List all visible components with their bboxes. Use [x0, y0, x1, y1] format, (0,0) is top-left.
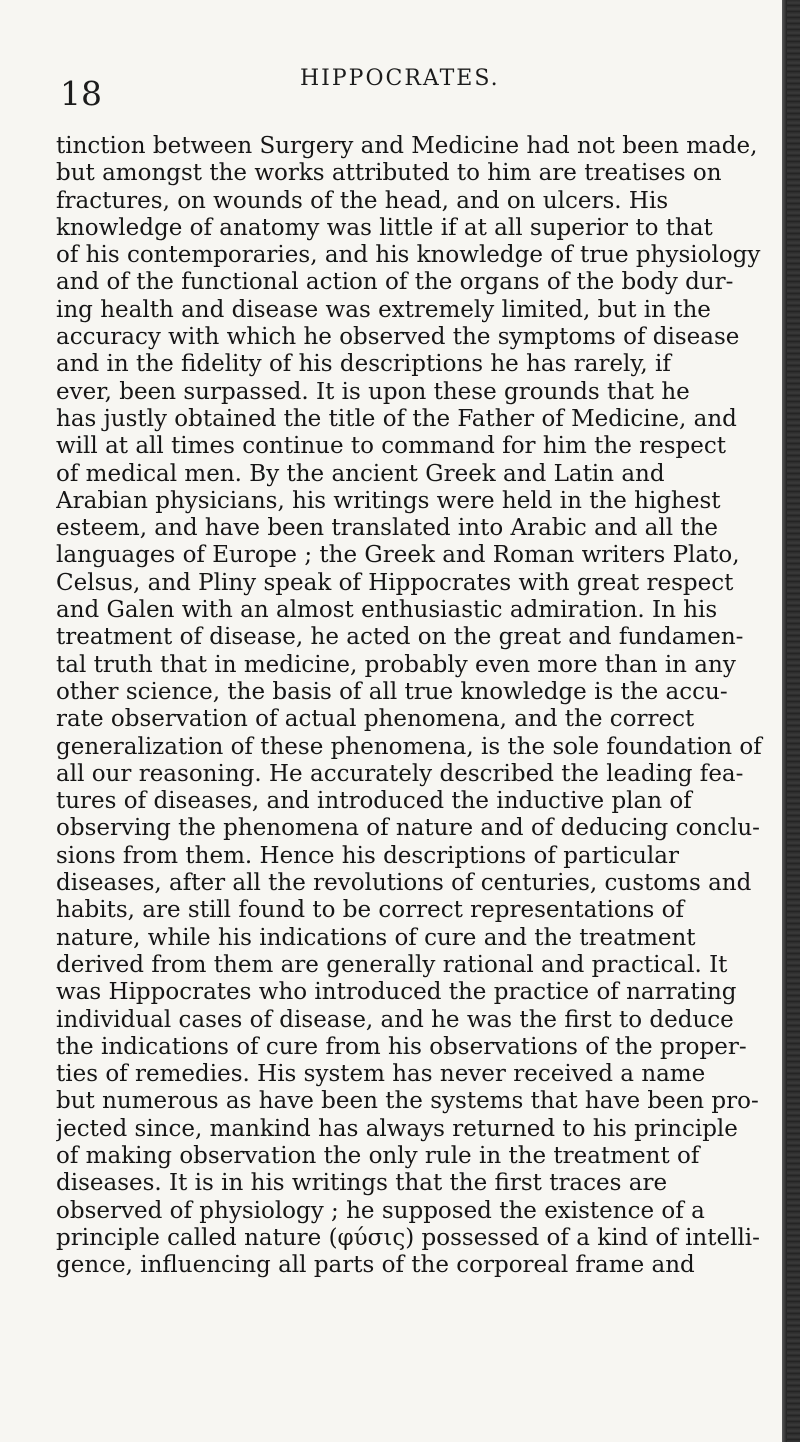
- text-line: knowledge of anatomy was little if at all superior to that: [56, 214, 713, 241]
- text-line: fractures, on wounds of the head, and on ulcers. His: [56, 187, 669, 214]
- text-line: rate observation of actual phenomena, and the correct: [56, 706, 695, 733]
- text-line: of making observation the only rule in the treatment of: [56, 1142, 700, 1169]
- text-line: tal truth that in medicine, probably even more than in any: [56, 651, 736, 678]
- text-line: and of the functional action of the organs of the body dur-: [56, 269, 734, 296]
- text-line: observed of physiology ; he supposed the existence of a: [56, 1197, 705, 1224]
- text-line: other science, the basis of all true knowledge is the accu-: [56, 678, 728, 705]
- text-line: diseases. It is in his writings that the first traces are: [56, 1170, 668, 1197]
- text-line: habits, are still found to be correct representations of: [56, 897, 685, 924]
- text-line: ing health and disease was extremely limited, but in the: [56, 296, 711, 323]
- text-line: Celsus, and Pliny speak of Hippocrates with great respect: [56, 569, 734, 596]
- text-line: of medical men. By the ancient Greek and Latin and: [56, 460, 665, 487]
- text-line: gence, influencing all parts of the corporeal frame and: [56, 1252, 695, 1279]
- text-line: but amongst the works attributed to him are treatises on: [56, 160, 722, 187]
- text-line: derived from them are generally rational and practical. It: [56, 951, 728, 978]
- text-line: has justly obtained the title of the Father of Medicine, and: [56, 405, 737, 432]
- page-header: [0, 62, 782, 113]
- text-line: of his contemporaries, and his knowledge of true physiology: [56, 242, 761, 269]
- text-line: observing the phenomena of nature and of deducing conclu-: [56, 815, 760, 842]
- text-line: esteem, and have been translated into Arabic and all the: [56, 515, 719, 542]
- text-line: and Galen with an almost enthusiastic admiration. In his: [56, 597, 718, 624]
- text-line: ties of remedies. His system has never received a name: [56, 1061, 706, 1088]
- text-line: diseases, after all the revolutions of centuries, customs and: [56, 870, 752, 897]
- text-line: jected since, mankind has always returned to his principle: [56, 1115, 738, 1142]
- text-line: generalization of these phenomena, is the sole foundation of: [56, 733, 762, 760]
- text-line: but numerous as have been the systems that have been pro-: [56, 1088, 759, 1115]
- text-line: all our reasoning. He accurately described the leading fea-: [56, 760, 744, 787]
- text-line: the indications of cure from his observations of the proper-: [56, 1033, 747, 1060]
- text-line: was Hippocrates who introduced the practice of narrating: [56, 979, 737, 1006]
- text-line: principle called nature (φύσις) possessed of a kind of intelli-: [56, 1224, 760, 1251]
- text-line: will at all times continue to command for him the respect: [56, 433, 726, 460]
- text-line: tinction between Surgery and Medicine had not been made,: [56, 133, 758, 159]
- text-line: sions from them. Hence his descriptions of particular: [56, 842, 679, 869]
- body-text: [56, 133, 782, 1279]
- text-line: individual cases of disease, and he was the first to deduce: [56, 1006, 734, 1033]
- page-number: 18: [60, 74, 102, 113]
- text-line: ever, been surpassed. It is upon these grounds that he: [56, 378, 690, 405]
- text-line: languages of Europe ; the Greek and Roman writers Plato,: [56, 542, 740, 569]
- text-line: treatment of disease, he acted on the great and fundamen-: [56, 624, 744, 651]
- text-line: tures of diseases, and introduced the inductive plan of: [56, 788, 692, 815]
- running-head: HIPPOCRATES.: [300, 66, 500, 91]
- text-line: nature, while his indications of cure and the treatment: [56, 924, 696, 951]
- text-line: Arabian physicians, his writings were held in the highest: [56, 487, 721, 514]
- text-line: and in the fidelity of his descriptions he has rarely, if: [56, 351, 671, 378]
- page-gutter-edge: [782, 0, 800, 1442]
- text-line: accuracy with which he observed the symptoms of disease: [56, 324, 740, 351]
